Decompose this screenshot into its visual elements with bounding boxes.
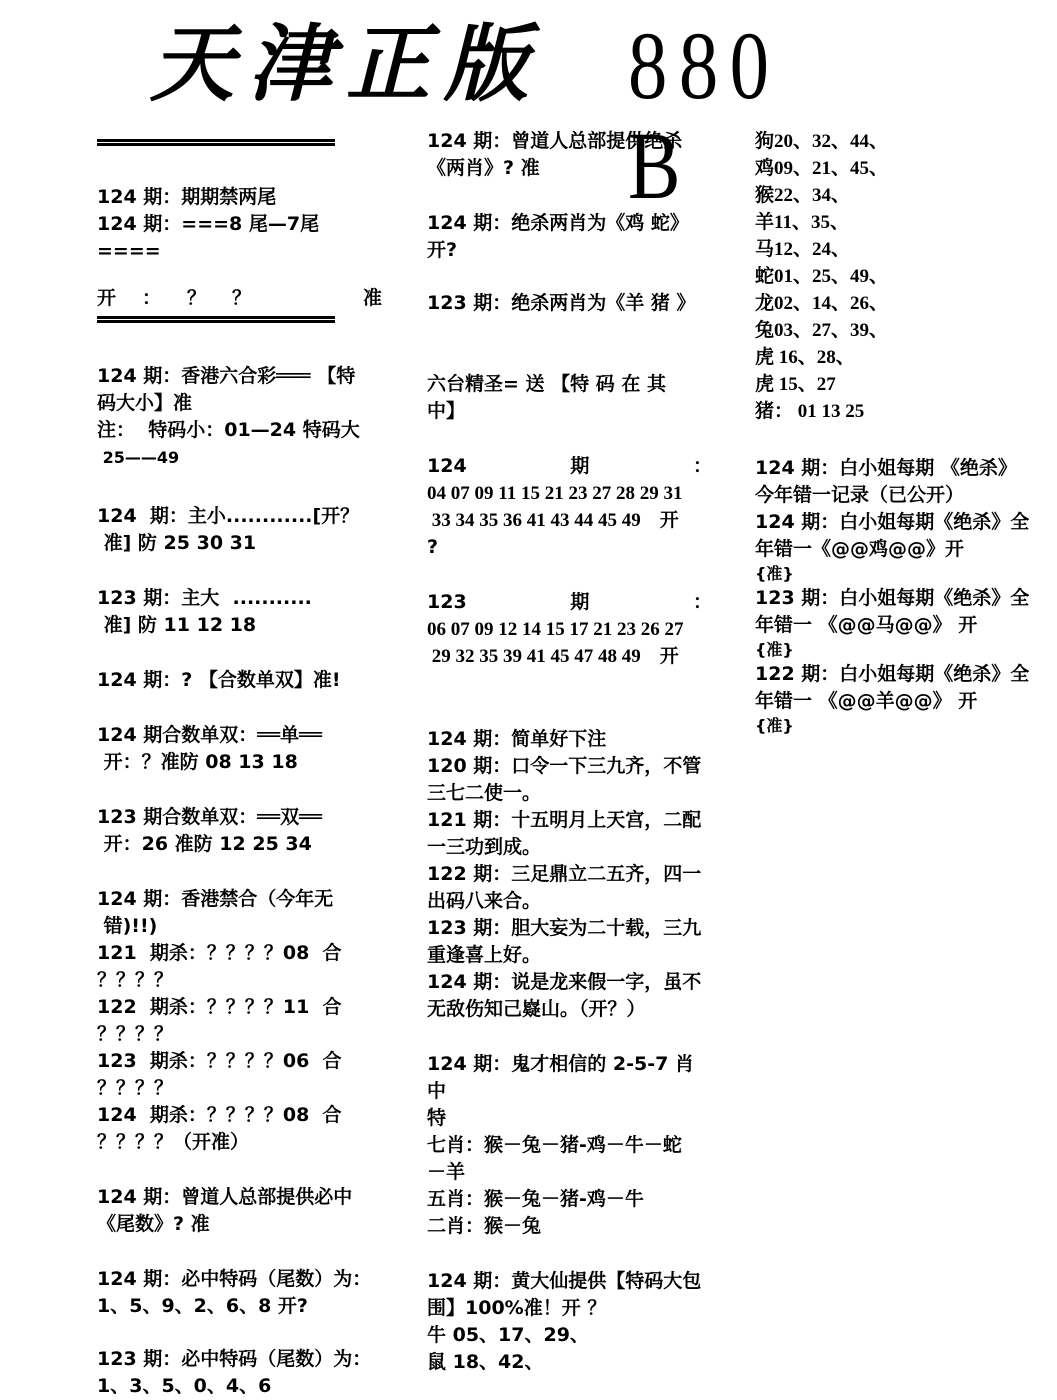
zodiac-animal: 鸡 (755, 157, 775, 179)
two-zodiac-offer (427, 128, 712, 182)
text-line: 六台精圣= 送 【特 码 在 其 (427, 373, 666, 395)
main-big-block (97, 585, 382, 639)
zodiac-animal: 虎 (755, 346, 775, 368)
text-line: 124 期：曾道人总部提供绝杀 (427, 130, 683, 152)
hk-ban-block (97, 886, 382, 1156)
zodiac-numbers: 11、35、 (774, 212, 849, 233)
tail-number-124 (97, 1266, 382, 1320)
text-line: 年错一《@@鸡@@》开 (755, 538, 965, 560)
bai-xiaojie-record (755, 455, 1045, 737)
zodiac-numbers: 01、25、49、 (774, 266, 889, 287)
tail-block (97, 184, 382, 312)
zodiac-row (755, 290, 1045, 317)
zodiac-animal: 马 (755, 238, 775, 260)
text-line: 开：26 准防 12 25 34 (97, 833, 312, 855)
text-line: 122 期：白小姐每期《绝杀》全 (755, 663, 1030, 685)
period-head (427, 453, 712, 480)
odd-even-124 (97, 722, 382, 776)
tail-number-offer (97, 1184, 382, 1238)
zodiac-animal: 蛇 (755, 265, 775, 287)
period-number: 124 (427, 455, 467, 477)
text-line: 重逢喜上好。 (427, 944, 542, 966)
text-line: {准} (755, 716, 794, 735)
text-line: 围】100%准！开 ？ (427, 1297, 607, 1319)
text-line: 《两肖》? 准 (427, 157, 540, 179)
text-line: 124 期：必中特码（尾数）为： (97, 1268, 372, 1290)
zodiac-row (755, 182, 1045, 209)
text-line: 25——49 (97, 448, 180, 467)
period-number: 123 (427, 591, 467, 613)
text-line: 124 期：? 【合数单双】准! (97, 669, 341, 691)
text-line: 《尾数》? 准 (97, 1213, 210, 1235)
zodiac-numbers: 01 13 25 (793, 401, 865, 422)
zodiac-animal: 猴 (755, 184, 775, 206)
text-line: 错)!!) (97, 915, 158, 937)
numbers-124 (427, 453, 712, 561)
text-line: 码大小】准 (97, 392, 193, 414)
text-line: 开：？准防 08 13 18 (97, 751, 298, 773)
text-line: 准] 防 25 30 31 (97, 532, 257, 554)
period-label: 期 (570, 455, 590, 477)
zodiac-row (755, 209, 1045, 236)
text-line: ？？？？ (97, 969, 174, 991)
text-line: 124 期合数单双：══单══ (97, 724, 323, 746)
text-line: 准] 防 11 12 18 (97, 614, 257, 636)
zodiac-animal: 狗 (755, 130, 775, 152)
zodiac-numbers: 09、21、45、 (774, 158, 889, 179)
text-line: 特 (427, 1107, 447, 1129)
text-line: 123 期合数单双：══双══ (97, 806, 323, 828)
text-line: 124 期：===8 尾—7尾==== (97, 213, 320, 262)
double-rule (97, 316, 335, 323)
text-line: ？？？？ (97, 1077, 174, 1099)
main-small-block (97, 503, 382, 557)
text-line: 年错一 《@@羊@@》 开 (755, 690, 978, 712)
text-line: 五肖：猴－兔－猪-鸡－牛 (427, 1188, 644, 1210)
question-mark: ？ (187, 287, 207, 309)
zodiac-numbers: 15、27 (774, 374, 836, 395)
zodiac-row (755, 344, 1045, 371)
number-line: 29 32 35 39 41 45 47 48 49 开 (427, 646, 679, 667)
text-line: 今年错一记录（已公开） (755, 484, 965, 506)
text-line: 124 期：简单好下注 (427, 728, 607, 750)
question-mark: ？ (232, 287, 252, 309)
text-line: 中】 (427, 400, 466, 422)
zodiac-257-block (427, 1051, 712, 1240)
colon: ： (142, 287, 162, 309)
zodiac-animal: 猪： (755, 400, 794, 422)
text-line: 124 期：曾道人总部提供必中 (97, 1186, 353, 1208)
zodiac-numbers: 16、28、 (774, 347, 855, 368)
zodiac-row (755, 155, 1045, 182)
hk-size-block (97, 363, 382, 471)
text-line: 123 期：白小姐每期《绝杀》全 (755, 587, 1030, 609)
text-line: 一三功到成。 (427, 836, 542, 858)
text-line: 注： 特码小：01—24 特码大 (97, 419, 360, 441)
text-line: {准} (755, 640, 794, 659)
zodiac-row (755, 371, 1045, 398)
text-line: 1、5、9、2、6、8 开? (97, 1295, 308, 1317)
left-column (97, 135, 382, 1400)
text-line: 124 期：期期禁两尾 (97, 186, 277, 208)
right-column (755, 128, 1045, 737)
period-label: 期 (570, 591, 590, 613)
colon: ： (692, 591, 712, 613)
accurate-label: 准 (362, 287, 382, 309)
text-line: 121 期：十五明月上天宫，二配 (427, 809, 702, 831)
double-rule (97, 139, 335, 146)
zodiac-row (755, 263, 1045, 290)
text-line: 出码八来合。 (427, 890, 542, 912)
special-code-offer (427, 371, 712, 425)
middle-column (427, 128, 712, 1376)
text-line: 鼠 18、42、 (427, 1351, 544, 1373)
zodiac-numbers: 03、27、39、 (774, 320, 889, 341)
text-line: 122 期：三足鼎立二五齐，四一 (427, 863, 702, 885)
open-line (97, 285, 382, 312)
text-line: {准} (755, 564, 794, 583)
two-zodiac-124 (427, 210, 712, 264)
tail-number-123 (97, 1346, 382, 1400)
colon: ： (692, 455, 712, 477)
zodiac-row (755, 236, 1045, 263)
text-line: ？？？？ (97, 1023, 174, 1045)
zodiac-row (755, 398, 1045, 425)
text-line: 124 期：鬼才相信的 2-5-7 肖中 (427, 1053, 694, 1102)
text-line: 三七二使一。 (427, 782, 542, 804)
text-line: 123 期杀：？？？？06 合 (97, 1050, 342, 1072)
zodiac-numbers: 02、14、26、 (774, 293, 889, 314)
text-line: 123 期：绝杀两肖为《羊 猪 》 (427, 292, 696, 314)
text-line: 无敌伤知己嶷山。（开？） (427, 998, 646, 1020)
zodiac-row (755, 317, 1045, 344)
text-line: 124 期：说是龙来假一字，虽不 (427, 971, 702, 993)
text-line: 1、3、5、0、4、6 (97, 1375, 272, 1397)
text-line: 124 期：绝杀两肖为《鸡 蛇》 (427, 212, 689, 234)
text-line: 123 期：胆大妄为二十载，三九 (427, 917, 702, 939)
odd-even-123 (97, 804, 382, 858)
zodiac-numbers: 22、34、 (774, 185, 851, 206)
title-code: 880 B (628, 12, 781, 219)
text-line: 122 期杀：？？？？11 合 (97, 996, 342, 1018)
zodiac-numbers: 20、32、44、 (774, 131, 889, 152)
text-line: 123 期：主大 ........... (97, 587, 312, 609)
text-line: －羊 (427, 1161, 466, 1183)
text-line: 124 期：白小姐每期《绝杀》全 (755, 511, 1030, 533)
text-line: 年错一 《@@马@@》 开 (755, 614, 978, 636)
text-line: 牛 05、17、29、 (427, 1324, 589, 1346)
zodiac-number-list (755, 128, 1045, 425)
zodiac-row (755, 128, 1045, 155)
text-line: 开? (427, 239, 458, 261)
zodiac-animal: 兔 (755, 319, 775, 341)
poem-block (427, 726, 712, 1023)
text-line: 124 期杀：？？？？08 合 (97, 1104, 342, 1126)
text-line: ？？？？（开准） (97, 1131, 250, 1153)
period-head (427, 589, 712, 616)
text-line: 124 期：香港六合彩═══ 【特 (97, 365, 356, 387)
zodiac-animal: 羊 (755, 211, 775, 233)
text-line: 124 期：香港禁合（今年无 (97, 888, 334, 910)
open-label: 开 (97, 287, 117, 309)
number-line: 04 07 09 11 15 21 23 27 28 29 31 (427, 483, 683, 504)
odd-even-title (97, 667, 382, 694)
zodiac-animal: 虎 (755, 373, 775, 395)
text-line: ? (427, 536, 439, 558)
zodiac-numbers: 12、24、 (774, 239, 851, 260)
text-line: 124 期：白小姐每期 《绝杀》 (755, 457, 1017, 479)
text-line: 121 期杀：？？？？08 合 (97, 942, 342, 964)
number-line: 33 34 35 36 41 43 44 45 49 开 (427, 510, 679, 531)
numbers-123 (427, 589, 712, 670)
text-line: 124 期：黄大仙提供【特码大包 (427, 1270, 702, 1292)
huang-daxian-block (427, 1268, 712, 1376)
text-line: 123 期：必中特码（尾数）为： (97, 1348, 372, 1370)
text-line: 120 期：口令一下三九齐，不管 (427, 755, 702, 777)
number-line: 06 07 09 12 14 15 17 21 23 26 27 (427, 619, 684, 640)
zodiac-animal: 龙 (755, 292, 775, 314)
text-line: 124 期：主小............[开？ (97, 505, 360, 527)
text-line: 二肖：猴－兔 (427, 1215, 542, 1237)
title-text: 天津正版 (150, 14, 543, 113)
text-line: 七肖：猴－兔－猪-鸡－牛－蛇 (427, 1134, 682, 1156)
two-zodiac-123 (427, 290, 712, 317)
